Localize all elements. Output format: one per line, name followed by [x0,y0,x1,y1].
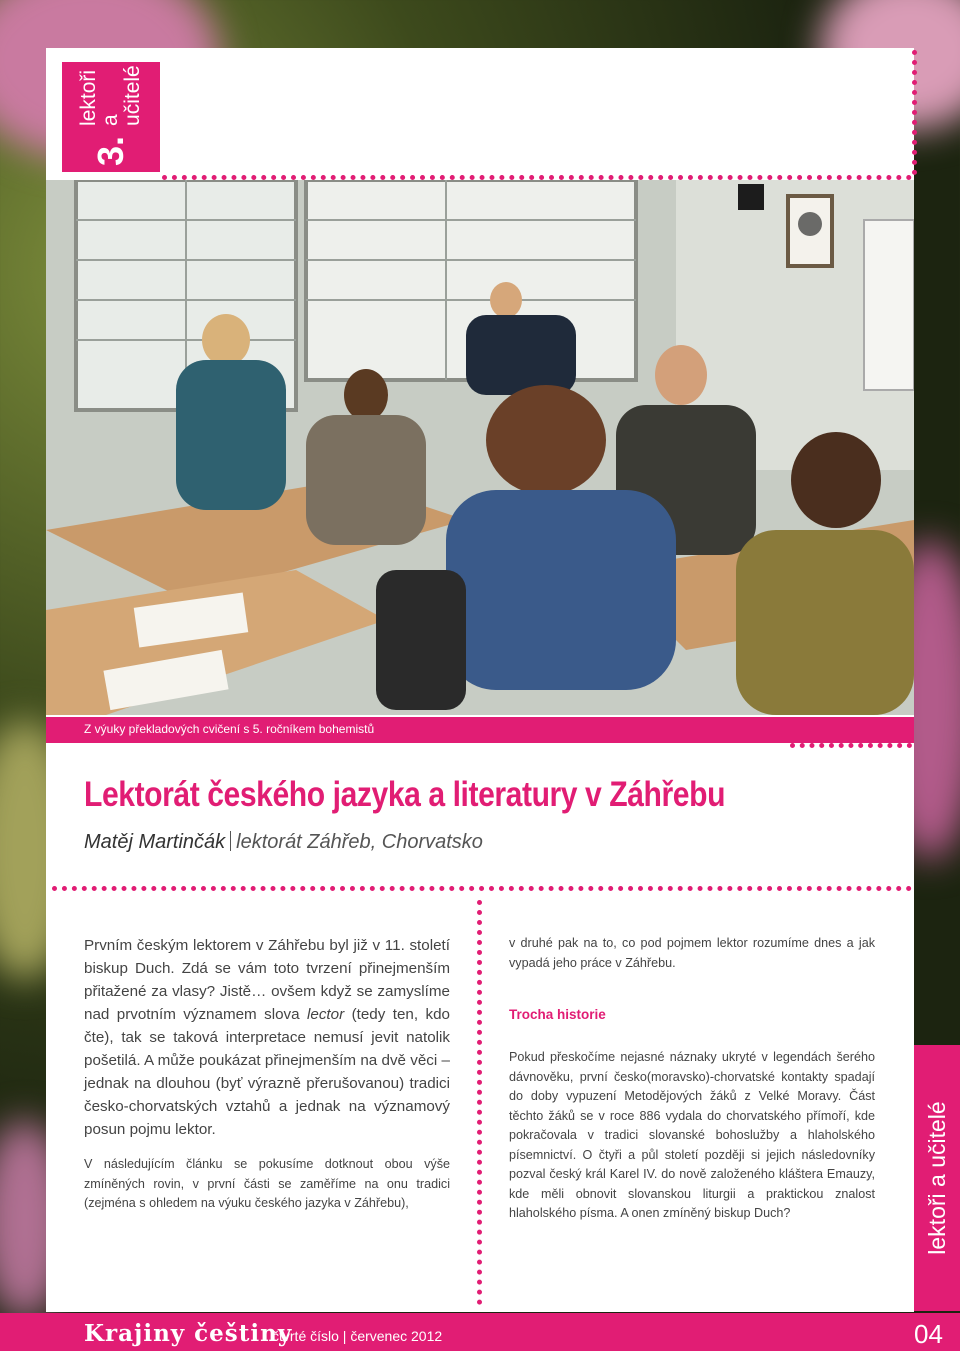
side-tab [914,1045,960,1311]
byline-separator [230,831,231,851]
section-number: 3. [90,135,131,166]
article-title: Lektorát českého jazyka a literatury v Záhřebu [84,775,726,814]
dotted-rule-caption [790,743,912,748]
column-left [84,934,450,1214]
magazine-title: Krajiny češtiny [84,1320,293,1347]
author-affiliation: lektorát Záhřeb, Chorvatsko [236,831,483,853]
section-tab [62,62,160,172]
dotted-rule-middle [52,886,912,891]
body-paragraph-continued: v druhé pak na to, co pod pojmem lektor rozumíme dnes a jak vypadá jeho práce v Záhřebu. [509,936,875,970]
page-number: 04 [914,1319,943,1349]
classroom-photo [46,180,914,715]
history-paragraph: Pokud přeskočíme nejasné náznaky ukryté v legendách šerého dávnověku, první česko(moravsko)-chorvatské kontakty spadají do doby vypuzení Metodějových žáků z Velké Moravy. Část těchto žáků se v roce 886 vydala do chorvatského přímoří, kde pokračovala v tradici slovanské bohoslužby a hlaholského písemnictví. O čtyři a půl století později si jejich následovníky pozval český král Karel IV. do nově založeného kláštera Emauzy, kde měli obnovit slovanskou liturgii a praktickou znalost hlaholského písma. A onen zmíněný biskup Duch? [509,1050,875,1220]
dotted-column-divider [477,900,482,1305]
issue-info: čtvrté číslo | červenec 2012 [272,1328,443,1344]
section-label: lektoři a učitelé [77,65,144,126]
lead-paragraph: Prvním českým lektorem v Záhřebu byl již v 11. století biskup Duch. Zdá se vám toto tvrzení přinejmenším přitažené za vlasy? Jistě… ovšem když se zamyslíme nad prvotním významem slova lector (tedy ten, kdo čte), tak se taková interpretace nemusí jevit natolik pošetilá. A může poukázat přinejmenším na dvě věci – jednak na dlouhou (byť výrazně přerušovanou) tradici česko-chorvatských vztahů a jednak na významový posun pojmu lektor. [84,937,450,1138]
photo-caption: Z výuky překladových cvičení s 5. ročníkem bohemistů [84,722,375,736]
dotted-rule-right [912,50,917,175]
lead-italic-term: lector [307,1006,345,1023]
subheading: Trocha historie [509,1007,606,1022]
author-name: Matěj Martinčák [84,831,226,853]
side-tab-label: lektoři a učitelé [923,1101,950,1255]
byline [84,831,483,854]
body-paragraph: V následujícím článku se pokusíme dotknout obou výše zmíněných rovin, v první části se zaměříme na onu tradici (zejména s ohledem na výuku českého jazyka v Záhřebu), [84,1157,450,1210]
column-right [509,934,875,1224]
